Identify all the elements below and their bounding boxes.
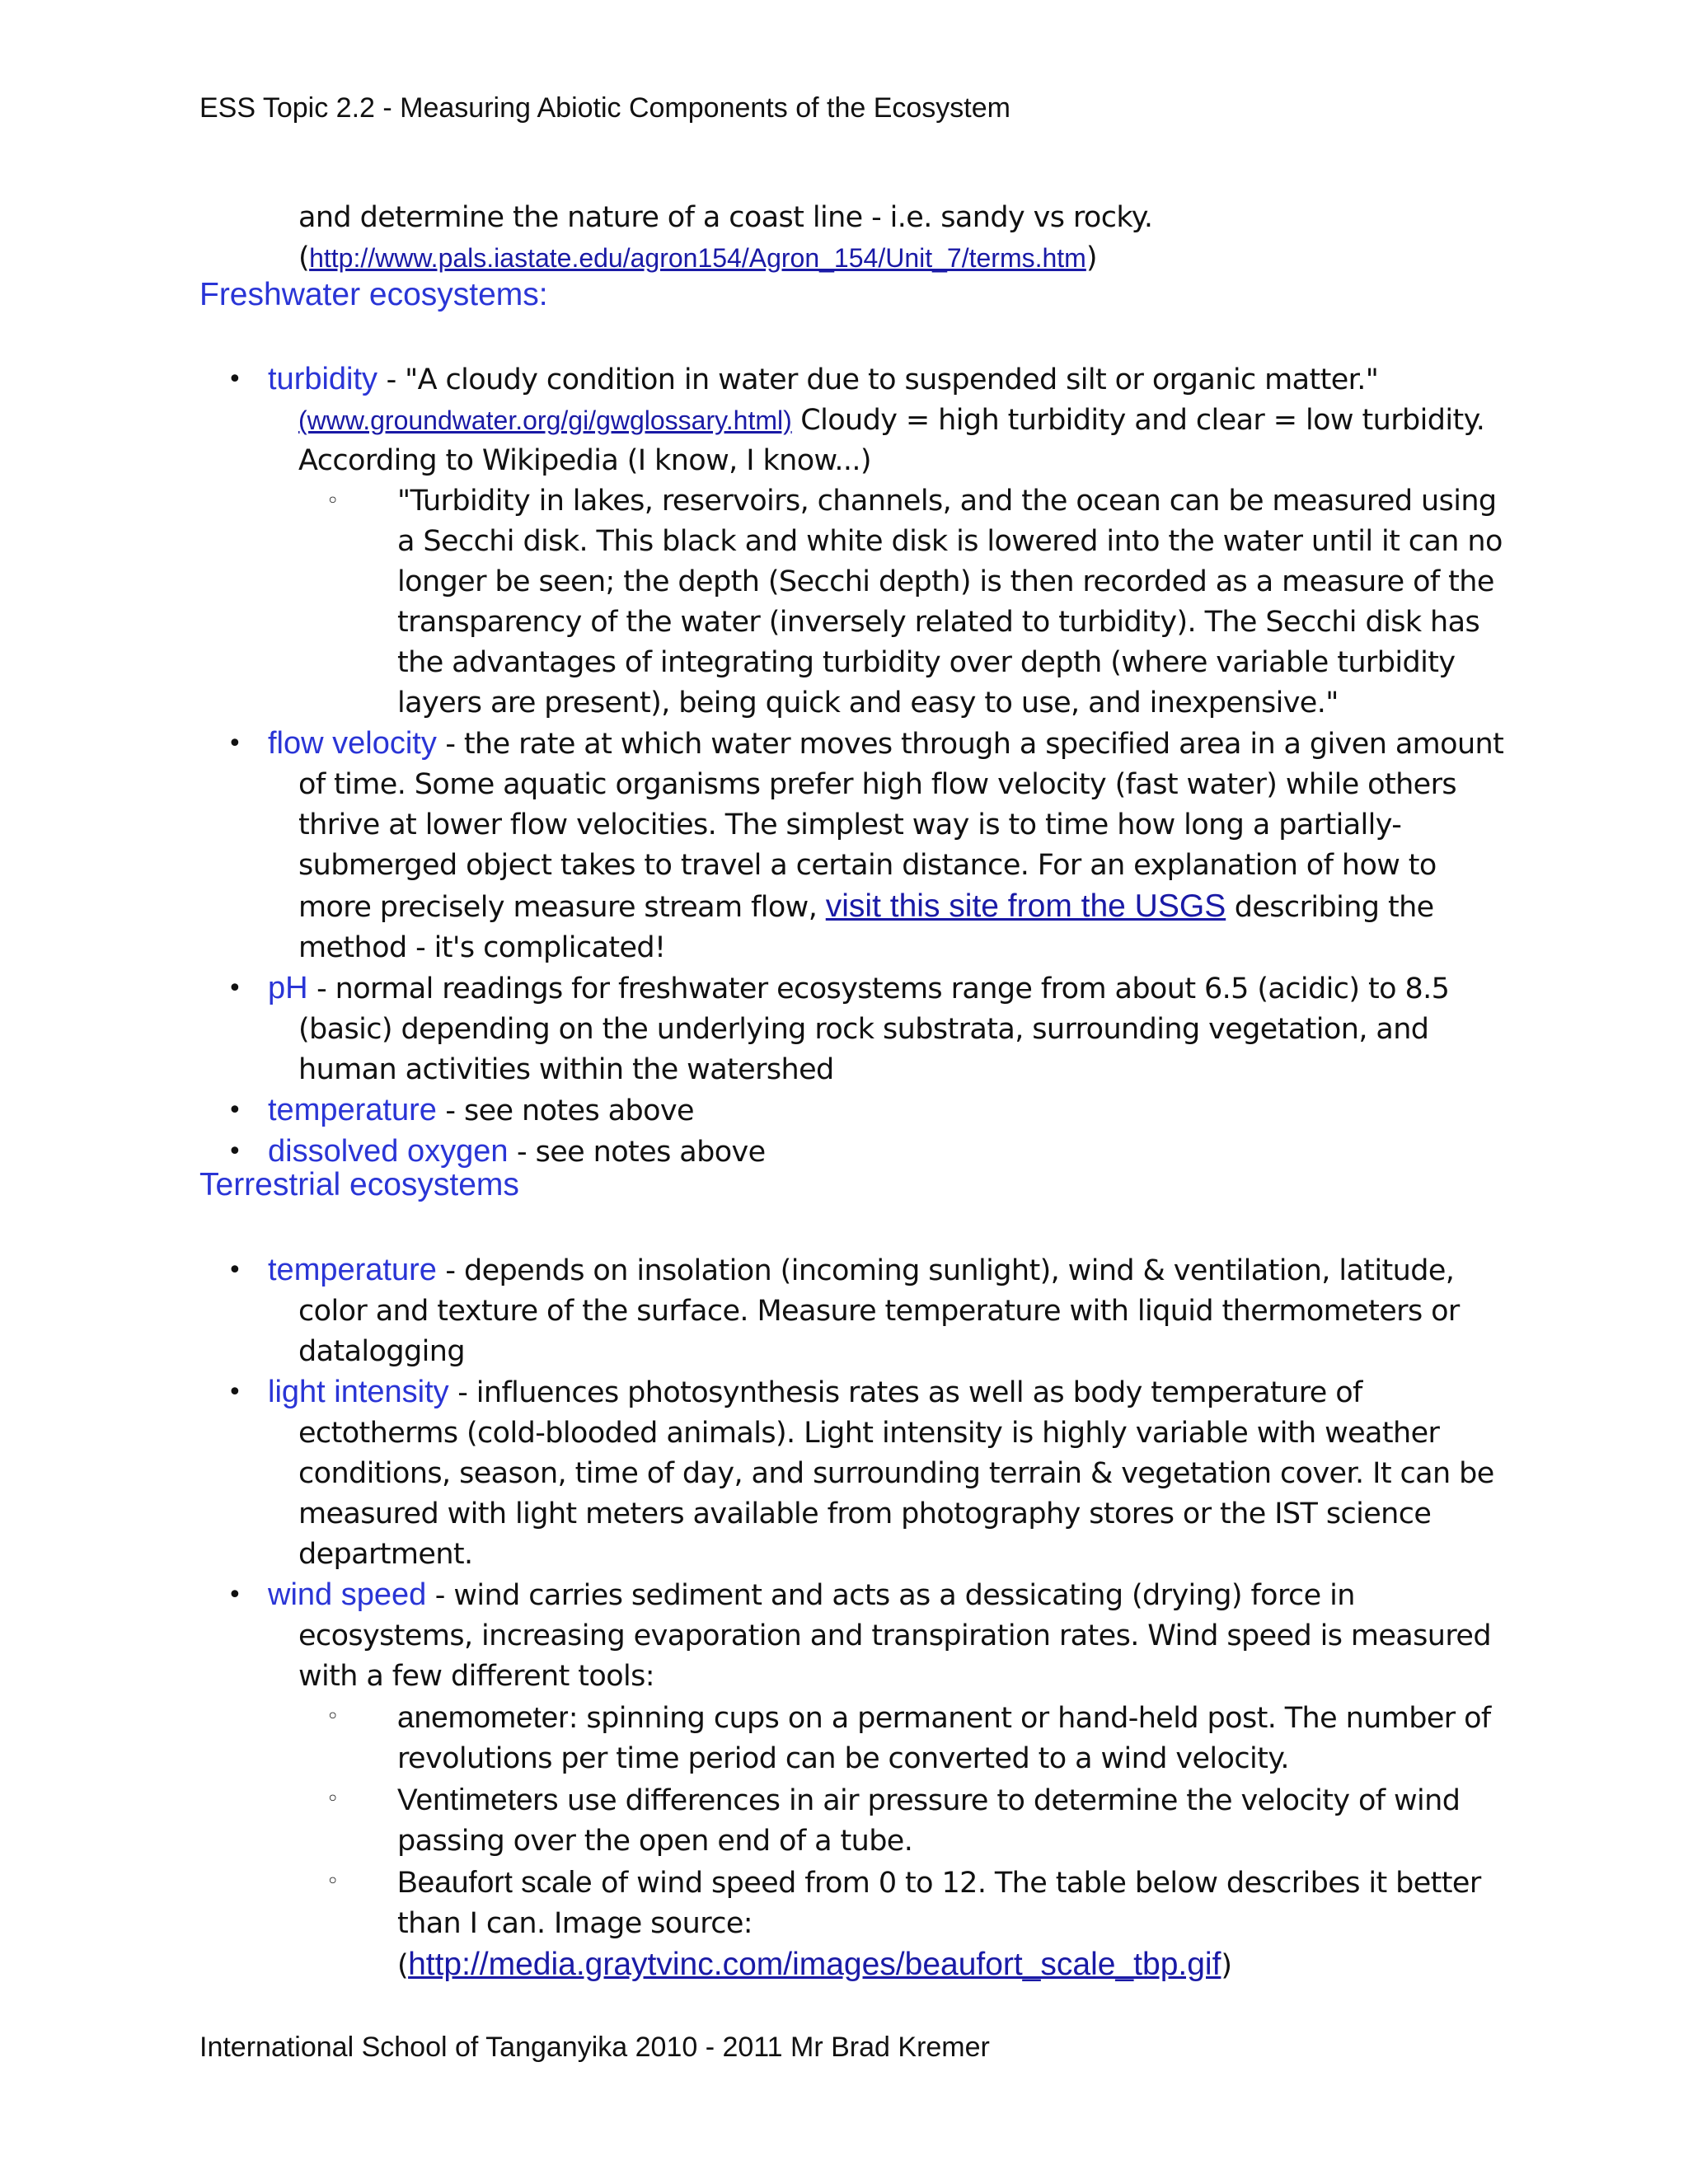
- bullet-icon: •: [227, 974, 242, 1003]
- bullet-icon: •: [227, 1137, 242, 1166]
- term-ph: pH: [268, 971, 308, 1005]
- ph-text: - normal readings for freshwater ecosystems range from about 6.5 (acidic) to 8.5 (basic) depending on the underlying rock substrata, surrounding vegetation, and human activities within the watershed: [298, 972, 1450, 1086]
- bullet-icon: •: [227, 1378, 242, 1407]
- term-dissolved-oxygen: dissolved oxygen: [268, 1134, 509, 1169]
- beaufort-paren-open: (: [397, 1949, 409, 1982]
- turbidity-text-a: - "A cloudy condition in water due to suspended silt or organic matter.": [377, 363, 1379, 396]
- list-item-temperature-fw: [0, 1090, 1688, 1132]
- circle-bullet-icon: ◦: [326, 1869, 339, 1894]
- terrestrial-heading: Terrestrial ecosystems: [199, 1167, 519, 1202]
- list-item-temperature-terr: [0, 1250, 1688, 1372]
- groundwater-link[interactable]: (www.groundwater.org/gi/gwglossary.html): [298, 405, 792, 435]
- term-turbidity: turbidity: [268, 362, 378, 396]
- freshwater-heading: Freshwater ecosystems:: [199, 277, 548, 312]
- wind-speed-text: - wind carries sediment and acts as a dessicating (drying) force in ecosystems, increasing evaporation and transpiration rates. Wind speed is measured with a few different tools:: [298, 1579, 1491, 1693]
- sub-item-beaufort: [0, 1862, 1688, 1986]
- term-flow-velocity: flow velocity: [268, 726, 437, 761]
- term-light-intensity: light intensity: [268, 1375, 449, 1409]
- bullet-icon: •: [227, 1256, 242, 1285]
- ventimeters-text: use differences in air pressure to determine the velocity of wind passing over the open end of a tube.: [397, 1784, 1461, 1858]
- beaufort-image-link[interactable]: http://media.graytvinc.com/images/beaufort_scale_tbp.gif: [408, 1947, 1221, 1982]
- bullet-icon: •: [227, 729, 242, 758]
- flow-text-a: - the rate at which water moves through a specified area in a given amount of time. Some aquatic organisms prefer high flow velocity (fast water) while others thrive at lower flow velocities. The simplest way is to time how long a partially-submerged object takes to travel a certain distance. For an explanation of how to more precisely measure stream flow,: [298, 728, 1504, 924]
- page-header: ESS Topic 2.2 - Measuring Abiotic Components of the Ecosystem: [199, 92, 1010, 124]
- usgs-link[interactable]: visit this site from the USGS: [825, 888, 1226, 924]
- terrestrial-list: [0, 1250, 1688, 1986]
- light-intensity-text: - influences photosynthesis rates as well as body temperature of ectotherms (cold-blooded animals). Light intensity is highly variable with weather conditions, season, time of day, and surrounding terrain & vegetation cover. It can be measured with light meters available from photography stores or the IST science department.: [298, 1376, 1494, 1571]
- intro-paren-close: ): [1085, 241, 1097, 274]
- list-item-flow-velocity: [0, 724, 1688, 968]
- list-item-ph: [0, 968, 1688, 1090]
- bullet-icon: •: [227, 1096, 242, 1125]
- circle-bullet-icon: ◦: [326, 1704, 339, 1729]
- list-item-light-intensity: [0, 1372, 1688, 1575]
- pals-link[interactable]: http://www.pals.iastate.edu/agron154/Agron_154/Unit_7/terms.htm: [309, 243, 1086, 273]
- term-temperature: temperature: [268, 1093, 437, 1127]
- list-item-turbidity: [0, 359, 1688, 481]
- term-beaufort-scale: Beaufort scale: [397, 1865, 593, 1899]
- bullet-icon: •: [227, 1581, 242, 1610]
- bullet-icon: •: [227, 365, 242, 394]
- intro-paragraph: [298, 198, 1502, 279]
- circle-bullet-icon: ◦: [326, 1787, 339, 1811]
- term-temperature: temperature: [268, 1253, 437, 1287]
- temperature-terr-text: - depends on insolation (incoming sunlight), wind & ventilation, latitude, color and texture of the surface. Measure temperature with liquid thermometers or datalogging: [298, 1254, 1460, 1368]
- term-anemometer: anemometer: [397, 1700, 569, 1734]
- sub-item-ventimeters: [0, 1779, 1688, 1862]
- turbidity-text-b: Cloudy = high turbidity and clear = low turbidity. According to Wikipedia (I know, I know...): [298, 404, 1485, 477]
- page-footer: International School of Tanganyika 2010 - 2011 Mr Brad Kremer: [199, 2032, 990, 2063]
- sub-item-anemometer: [0, 1697, 1688, 1779]
- flow-text-b: describing the method - it's complicated!: [298, 891, 1434, 964]
- anemometer-text: : spinning cups on a permanent or hand-held post. The number of revolutions per time period can be converted to a wind velocity.: [397, 1702, 1491, 1775]
- term-wind-speed: wind speed: [268, 1577, 427, 1612]
- beaufort-text: of wind speed from 0 to 12. The table below describes it better than I can. Image source:: [397, 1867, 1481, 1940]
- freshwater-list: [0, 359, 1688, 1173]
- beaufort-paren-close: ): [1221, 1949, 1232, 1982]
- sub-item-secchi: [0, 481, 1688, 724]
- intro-text: and determine the nature of a coast line - i.e. sandy vs rocky.: [298, 201, 1153, 234]
- intro-paren-open: (: [298, 241, 310, 274]
- secchi-quote: "Turbidity in lakes, reservoirs, channels, and the ocean can be measured using a Secchi disk. This black and white disk is lowered into the water until it can no longer be seen; the depth (Secchi depth) is then recorded as a measure of the transparency of the water (inversely related to turbidity). The Secchi disk has the advantages of integrating turbidity over depth (where variable turbidity layers are present), being quick and easy to use, and inexpensive.": [397, 485, 1503, 719]
- term-ventimeters: Ventimeters: [397, 1783, 559, 1816]
- list-item-wind-speed: [0, 1575, 1688, 1697]
- dissolved-oxygen-text: - see notes above: [508, 1136, 766, 1169]
- circle-bullet-icon: ◦: [326, 489, 339, 513]
- temperature-fw-text: - see notes above: [436, 1094, 694, 1127]
